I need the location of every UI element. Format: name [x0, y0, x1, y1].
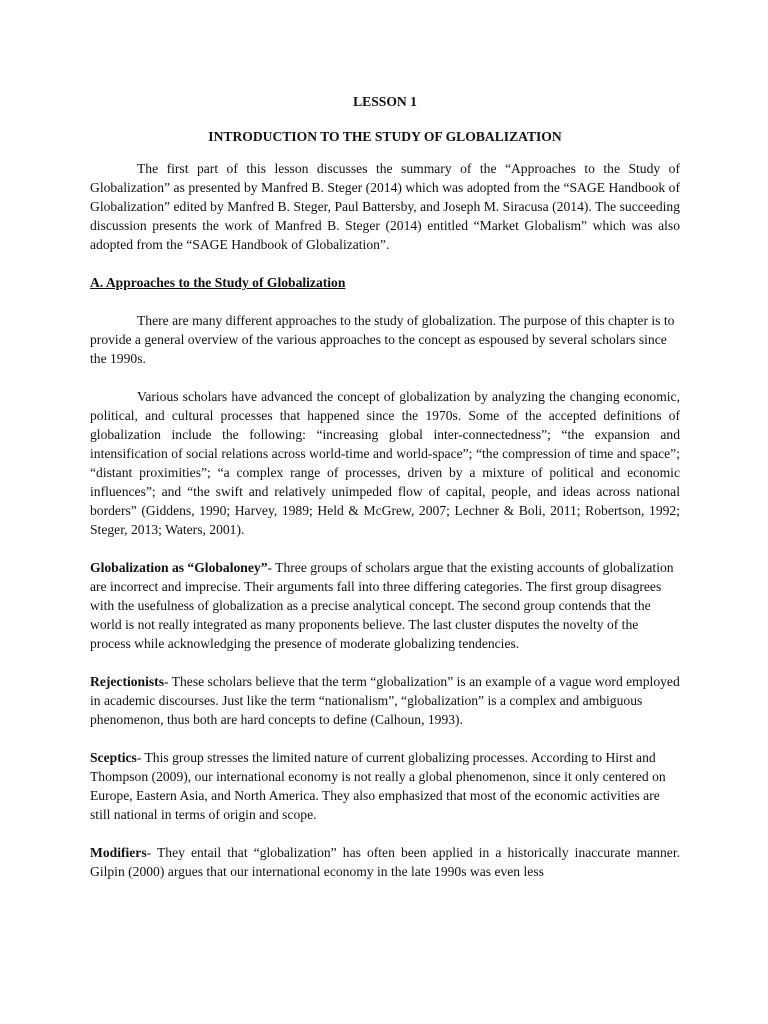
rejectionists-text: - These scholars believe that the term “globalization” is an example of a vague word employed in academic discourses. Just like the term “nationalism”, “globalization” is a complex and ambiguous phenomenon, thus both are hard concepts to define (Calhoun, 1993).: [90, 674, 680, 727]
term-modifiers: Modifiers: [90, 845, 147, 860]
section-a-heading: A. Approaches to the Study of Globalization: [90, 275, 346, 290]
modifiers-text: - They entail that “globalization” has often been applied in a historically inaccurate manner. Gilpin (2000) argues that our international economy in the late 1990s was even less: [90, 845, 680, 879]
paragraph-rejectionists: [90, 672, 680, 729]
lesson-title: INTRODUCTION TO THE STUDY OF GLOBALIZATION: [208, 129, 562, 144]
document-page: [90, 92, 680, 881]
term-globaloney: Globalization as “Globaloney”: [90, 560, 268, 575]
term-sceptics: Sceptics: [90, 750, 137, 765]
sceptics-text: - This group stresses the limited nature of current globalizing processes. According to Hirst and Thompson (2009), our international economy is not really a global phenomenon, since it only centered on Europe, Eastern Asia, and North America. They also emphasized that most of the economic activities are still national in terms of origin and scope.: [90, 750, 666, 822]
lesson-label: LESSON 1: [353, 94, 417, 109]
globaloney-text: - Three groups of scholars argue that the existing accounts of globalization are incorrect and imprecise. Their arguments fall into three differing categories. The first group disagrees with the usefulness of globalization as a precise analytical concept. The second group contends that the world is not really integrated as many proponents believe. The last cluster disputes the novelty of the process while acknowledging the presence of moderate globalizing tendencies.: [90, 560, 674, 651]
paragraph-overview: There are many different approaches to the study of globalization. The purpose of this chapter is to provide a general overview of the various approaches to the concept as espoused by several scholars since the 1990s.: [90, 313, 675, 366]
intro-paragraph: The first part of this lesson discusses the summary of the “Approaches to the Study of Globalization” as presented by Manfred B. Steger (2014) which was adopted from the “SAGE Handbook of Globalization” edited by Manfred B. Steger, Paul Battersby, and Joseph M. Siracusa (2014). The succeeding discussion presents the work of Manfred B. Steger (2014) entitled “Market Globalism” which was also adopted from the “SAGE Handbook of Globalization”.: [90, 161, 680, 252]
paragraph-modifiers: [90, 843, 680, 881]
paragraph-sceptics: [90, 748, 680, 824]
paragraph-globaloney: [90, 558, 680, 653]
paragraph-definitions: Various scholars have advanced the concept of globalization by analyzing the changing economic, political, and cultural processes that happened since the 1970s. Some of the accepted definitions of globalization include the following: “increasing global inter-connectedness”; “the expansion and intensification of social relations across world-time and world-space”; “the compression of time and space”; “distant proximities”; “a complex range of processes, driven by a mixture of political and economic influences”; and “the swift and relatively unimpeded flow of capital, people, and ideas across national borders” (Giddens, 1990; Harvey, 1989; Held & McGrew, 2007; Lechner & Boli, 2011; Robertson, 1992; Steger, 2013; Waters, 2001).: [90, 389, 680, 537]
term-rejectionists: Rejectionists: [90, 674, 164, 689]
